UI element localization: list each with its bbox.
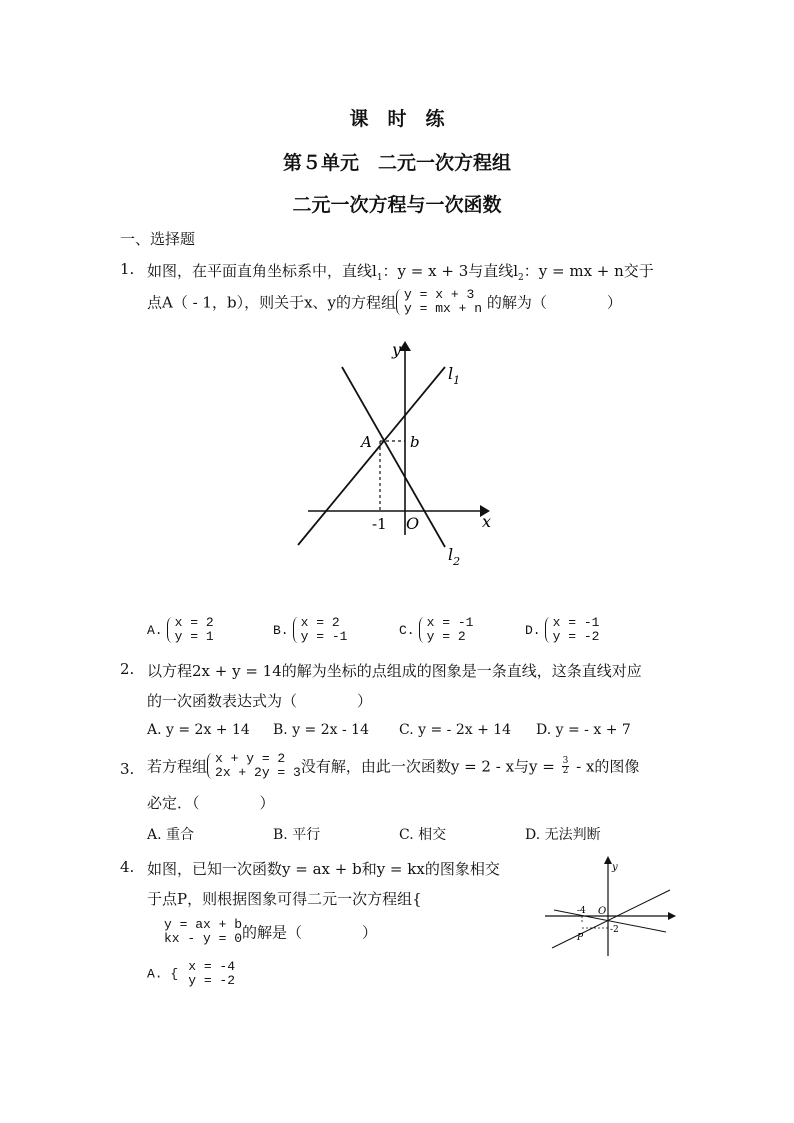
q1-option-b[interactable]: B. x = 2 y = -1 [273, 615, 348, 644]
q2-line1: 以方程2x + y = 14的解为坐标的点组成的图象是一条直线，这条直线对应 [147, 662, 642, 680]
minus-one-label: -1 [372, 515, 387, 533]
q2-line2: 的一次函数表达式为（ ） [147, 692, 373, 710]
page-title: 课 时 练 [349, 108, 445, 130]
q3-number: 3. [120, 760, 135, 778]
q3-option-a[interactable]: A. 重合 [147, 827, 195, 843]
q2-option-d[interactable]: D. y = - x + 7 [536, 722, 631, 738]
graph4-y-label: y [612, 862, 618, 873]
line-kx [552, 890, 670, 948]
section-heading: 一、选择题 [120, 230, 196, 248]
y-arrow-icon [604, 856, 612, 864]
graph1-x-label: x [482, 512, 492, 531]
minus-four-label: -4 [577, 906, 586, 916]
q3-line2: 必定．（ ） [147, 794, 275, 812]
graph1-y-label: y [392, 340, 402, 359]
q1-graph [290, 335, 500, 575]
q4-option-a[interactable]: A. { x = -4 y = -2 [147, 959, 236, 988]
q4-line1: 如图，已知一次函数y = ax + b和y = kx的图象相交 [147, 860, 500, 878]
origin-label: O [406, 514, 420, 533]
q3-line1: 若方程组 x + y = 2 2x + 2y = 3 没有解，由此一次函数y = 2 - x与y = $\frac{3}{2}$ - x的图像 [147, 751, 640, 780]
point-a-label: A [361, 433, 372, 451]
graph1-l2-label: $l_2$ [448, 545, 461, 568]
fraction-three-halves: $\frac{3}{2}$ [562, 755, 569, 776]
q4-number: 4. [120, 858, 135, 876]
q3-option-b[interactable]: B. 平行 [273, 827, 321, 843]
q2-option-b[interactable]: B. y = 2x - 14 [273, 722, 369, 738]
q1-option-d[interactable]: D. x = -1 y = -2 [525, 615, 600, 644]
x-arrow-icon [668, 912, 676, 920]
q1-option-c[interactable]: C. x = -1 y = 2 [399, 615, 474, 644]
unit-title: 第５单元 二元一次方程组 [282, 152, 511, 174]
point-p-label: P [577, 933, 584, 943]
minus-two-label: -2 [610, 925, 619, 935]
q1-line1: 如图，在平面直角坐标系中，直线$l_1$：y = x + 3与直线$l_2$：y = mx + n交于 [147, 262, 654, 283]
line-l2 [342, 367, 445, 547]
q1-line2: 点A（ - 1，b），则关于x、y的方程组 y = x + 3 y = mx + n 的解为（ ） [147, 287, 622, 316]
b-label: b [410, 433, 420, 451]
q1-number: 1. [120, 260, 135, 278]
q2-option-c[interactable]: C. y = - 2x + 14 [399, 722, 512, 738]
q4-line2: 于点P，则根据图象可得二元一次方程组{ [147, 890, 422, 908]
q3-option-c[interactable]: C. 相交 [399, 827, 447, 843]
q3-option-d[interactable]: D. 无法判断 [525, 827, 601, 843]
q2-number: 2. [120, 660, 135, 678]
q2-option-a[interactable]: A. y = 2x + 14 [147, 722, 250, 738]
graph1-l1-label: $l_1$ [448, 364, 461, 387]
q1-equation-system: y = x + 3 y = mx + n [396, 288, 482, 316]
lesson-title: 二元一次方程与一次函数 [292, 194, 502, 216]
q4-graph [540, 852, 685, 962]
q3-equation-system: x + y = 2 2x + 2y = 3 [207, 752, 301, 780]
q1-option-a[interactable]: A. x = 2 y = 1 [147, 615, 214, 644]
graph4-origin-label: O [598, 906, 607, 917]
q4-line3: y = ax + b kx - y = 0 的解是（ ） [164, 917, 378, 946]
